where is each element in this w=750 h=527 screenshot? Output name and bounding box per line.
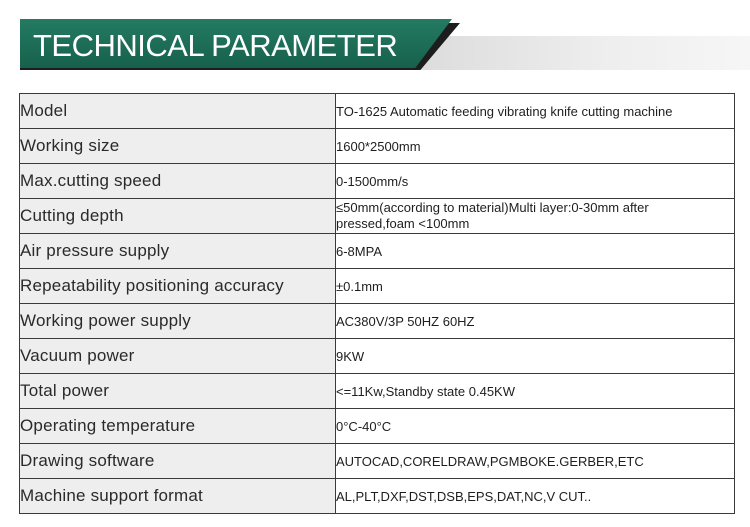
param-value-working-power-supply: AC380V/3P 50HZ 60HZ [336,304,735,339]
param-label-working-power-supply: Working power supply [20,304,336,339]
table-row [20,444,735,479]
table-row [20,234,735,269]
param-value-repeatability-accuracy: ±0.1mm [336,269,735,304]
banner-grey-stripe [395,36,750,70]
param-label-drawing-software: Drawing software [20,444,336,479]
param-label-max-cutting-speed: Max.cutting speed [20,164,336,199]
param-label-operating-temperature: Operating temperature [20,409,336,444]
title-banner [0,0,750,80]
param-label-cutting-depth: Cutting depth [20,199,336,234]
param-value-machine-support-format: AL,PLT,DXF,DST,DSB,EPS,DAT,NC,V CUT.. [336,479,735,514]
param-label-air-pressure-supply: Air pressure supply [20,234,336,269]
table-row [20,409,735,444]
table-row [20,269,735,304]
param-value-air-pressure-supply: 6-8MPA [336,234,735,269]
table-row [20,129,735,164]
param-value-max-cutting-speed: 0-1500mm/s [336,164,735,199]
table-row [20,339,735,374]
table-row [20,199,735,234]
param-label-working-size: Working size [20,129,336,164]
param-label-vacuum-power: Vacuum power [20,339,336,374]
table-row [20,164,735,199]
param-label-total-power: Total power [20,374,336,409]
param-value-total-power: <=11Kw,Standby state 0.45KW [336,374,735,409]
param-label-repeatability-accuracy: Repeatability positioning accuracy [20,269,336,304]
param-value-vacuum-power: 9KW [336,339,735,374]
table-row [20,374,735,409]
table-row [20,304,735,339]
param-label-machine-support-format: Machine support format [20,479,336,514]
table-row [20,479,735,514]
param-value-operating-temperature: 0°C-40°C [336,409,735,444]
page-title: TECHNICAL PARAMETER [33,28,398,63]
table-row [20,94,735,129]
param-value-cutting-depth: ≤50mm(according to material)Multi layer:0-30mm after pressed,foam <100mm [336,199,735,234]
param-value-drawing-software: AUTOCAD,CORELDRAW,PGMBOKE.GERBER,ETC [336,444,735,479]
param-label-model: Model [20,94,336,129]
param-value-working-size: 1600*2500mm [336,129,735,164]
parameter-table [19,93,735,514]
param-value-model: TO-1625 Automatic feeding vibrating knife cutting machine [336,94,735,129]
